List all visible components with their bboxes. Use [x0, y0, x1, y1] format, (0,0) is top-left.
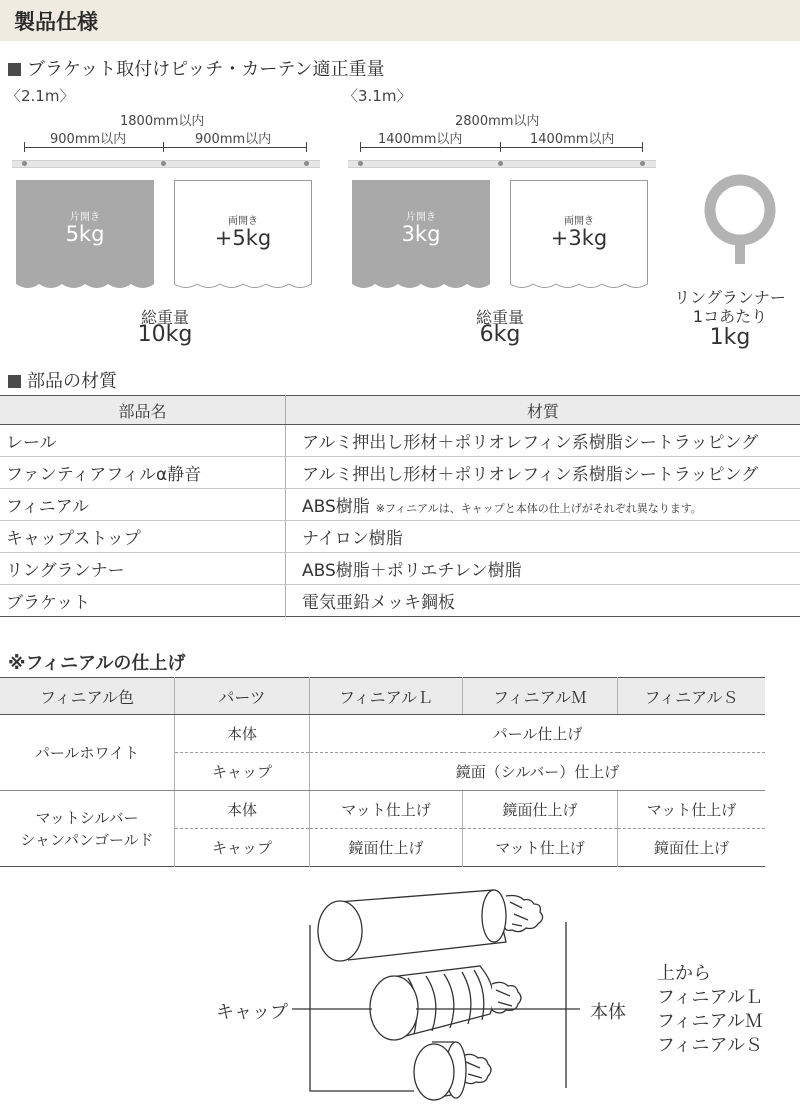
curtain-rail [12, 160, 320, 168]
part-name: キャップ [175, 829, 310, 867]
table-row [0, 585, 800, 617]
material-value: ABS樹脂＋ポリエチレン樹脂 [286, 553, 800, 585]
finial-diagram [200, 880, 600, 1110]
ring-runner-icon [698, 172, 782, 268]
table-row [0, 425, 800, 457]
panel-type-label: 両開き [228, 216, 258, 227]
bracket-section-heading: ブラケット取付けピッチ・カーテン適正重量 [8, 55, 384, 81]
table-row [0, 791, 765, 829]
part-name: フィニアル [0, 489, 286, 521]
total-dimension-label: 1800mm以内 [120, 114, 205, 129]
table-row [0, 715, 765, 753]
finish-value: 鏡面仕上げ [653, 839, 729, 857]
part-name: キャップ [175, 753, 310, 791]
column-header: フィニアルＭ [463, 678, 618, 715]
legend-line: 上から [657, 963, 711, 984]
finial-note: ※フィニアルは、キャップと本体の仕上げがそれぞれ異なります。 [375, 502, 702, 515]
dimension-tick [642, 142, 643, 152]
cap-label: キャップ [216, 1002, 288, 1023]
finish-value: マット仕上げ [310, 791, 463, 829]
curtain-panel-double [174, 180, 312, 290]
total-dimension-label: 2800mm以内 [455, 114, 540, 129]
part-name: 本体 [175, 715, 310, 753]
panel-type-label: 片開き [70, 212, 100, 223]
half-dimension-label: 1400mm以内 [530, 132, 615, 147]
column-header: フィニアル色 [0, 678, 175, 715]
finish-value: マット仕上げ [463, 829, 618, 867]
total-weight-label: 総重量 [140, 308, 189, 327]
total-weight-value: 6kg [479, 322, 521, 347]
materials-section-heading: 部品の材質 [8, 367, 117, 393]
table-row [0, 489, 800, 521]
dimension-tick [24, 142, 25, 152]
material-value: ナイロン樹脂 [286, 521, 800, 553]
column-header: フィニアルＬ [310, 678, 463, 715]
table-row [0, 457, 800, 489]
ring-runner-label: リングランナー [674, 288, 786, 307]
panel-weight-value: 5kg [65, 222, 105, 246]
finial-color: パールホワイト [0, 715, 175, 791]
panel-weight-value: 3kg [401, 222, 441, 246]
bracket-marker [640, 161, 645, 166]
bracket-marker [304, 161, 309, 166]
part-name: ファンティアフィルα静音 [0, 457, 286, 489]
diagram-legend [657, 962, 763, 1058]
legend-line: フィニアルＳ [657, 1035, 763, 1056]
finish-value: マット仕上げ [618, 791, 766, 829]
square-bullet-icon [8, 63, 21, 76]
panel-weight-value: +3kg [550, 226, 608, 250]
finial-color: マットシルバー シャンパンゴールド [0, 791, 175, 867]
table-row [0, 553, 800, 585]
material-value: 電気亜鉛メッキ鋼板 [302, 593, 455, 613]
bracket-marker [358, 161, 363, 166]
length-label-2-1m: 〈2.1m〉 [6, 87, 75, 105]
part-name: リングランナー [0, 553, 286, 585]
dimension-line [24, 147, 306, 148]
finial-section-heading: ※フィニアルの仕上げ [8, 653, 186, 674]
part-name: ブラケット [0, 585, 286, 617]
legend-line: フィニアルＭ [657, 1011, 763, 1032]
materials-table [0, 395, 800, 617]
half-dimension-label: 900mm以内 [50, 132, 127, 147]
material-value: ABS樹脂 ※フィニアルは、キャップと本体の仕上げがそれぞれ異なります。 [286, 489, 800, 521]
finish-value: 鏡面仕上げ [463, 791, 618, 829]
half-dimension-label: 1400mm以内 [378, 132, 463, 147]
finish-value: パール仕上げ [310, 715, 766, 753]
finish-value: 鏡面仕上げ [310, 829, 463, 867]
column-header-material: 材質 [286, 396, 800, 425]
curtain-panel-single [352, 180, 490, 290]
ring-runner-per-unit: 1コあたり [692, 307, 768, 326]
dimension-tick [163, 142, 164, 152]
panel-weight-value: +5kg [214, 226, 272, 250]
bracket-marker [161, 161, 166, 166]
title-band [0, 0, 800, 41]
legend-line: フィニアルＬ [657, 987, 763, 1008]
material-value: アルミ押出し形材＋ポリオレフィン系樹脂シートラッピング [286, 425, 800, 457]
dimension-tick [360, 142, 361, 152]
part-name: キャップストップ [0, 521, 286, 553]
part-name: レール [0, 425, 286, 457]
bracket-marker [22, 161, 27, 166]
curtain-panel-single [16, 180, 154, 290]
dimension-tick [500, 142, 501, 152]
panel-type-label: 両開き [564, 216, 594, 227]
column-header-part: 部品名 [0, 396, 286, 425]
length-label-3-1m: 〈3.1m〉 [343, 87, 412, 105]
bracket-marker [498, 161, 503, 166]
part-name: 本体 [175, 791, 310, 829]
square-bullet-icon [8, 375, 21, 388]
material-value: アルミ押出し形材＋ポリオレフィン系樹脂シートラッピング [286, 457, 800, 489]
finial-finish-table [0, 677, 765, 867]
finish-value: 鏡面（シルバー）仕上げ [310, 753, 766, 791]
ring-runner-weight: 1kg [709, 325, 751, 350]
body-label: 本体 [590, 1002, 626, 1023]
dimension-tick [306, 142, 307, 152]
total-weight-label: 総重量 [475, 308, 524, 327]
dimension-line [360, 147, 642, 148]
panel-type-label: 片開き [406, 212, 436, 223]
column-header: パーツ [175, 678, 310, 715]
curtain-panel-double [510, 180, 648, 290]
total-weight-value: 10kg [137, 322, 193, 347]
column-header: フィニアルＳ [618, 678, 766, 715]
table-row [0, 521, 800, 553]
half-dimension-label: 900mm以内 [195, 132, 272, 147]
page-title: 製品仕様 [14, 10, 98, 34]
